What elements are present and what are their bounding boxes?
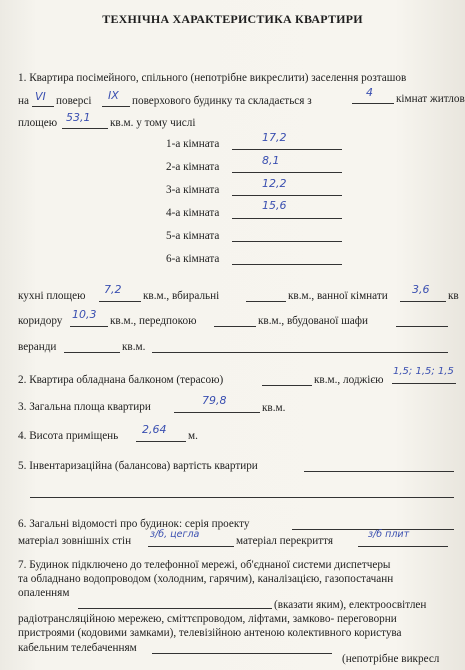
bath-unit: кв [448,290,459,302]
rooms-blank [352,103,394,104]
room-blank [232,218,342,219]
kitchen-unit: кв.м., вбиральні [143,290,220,302]
area-label: площею [18,117,58,129]
s3-unit: кв.м. [262,402,286,414]
s1-on: на [18,95,29,107]
s7-line6: пристроями (кодовими замками), телевізійною антеною колективного користува [18,627,402,639]
area-value: 53,1 [66,111,91,124]
room-label: 6-а кімната [166,253,220,265]
hall-blank [214,326,256,327]
loggia-value: 1,5; 1,5; 1,5 [393,366,454,377]
document-title: ТЕХНІЧНА ХАРАКТЕРИСТИКА КВАРТИРИ [102,12,363,26]
corridor-blank [70,326,108,327]
veranda-tail-line [152,352,448,353]
room-value: 15,6 [262,199,287,212]
walls-blank [148,546,234,547]
s3-text: 3. Загальна площа квартири [18,401,151,413]
s1-line1: 1. Квартира посімейного, спільного (непотрібне викреслити) заселення розташов [18,72,407,84]
room-value: 12,2 [262,177,287,190]
floor-value: VI [35,90,46,103]
area-unit: кв.м. у тому числі [110,117,196,129]
s7-line7: кабельним телебаченням [18,642,137,654]
loggia-blank [392,383,456,384]
kitchen-value: 7,2 [104,283,122,296]
corridor-value: 10,3 [72,308,97,321]
room-label: 4-а кімната [166,207,220,219]
total-area-blank [174,412,260,413]
room-blank [232,264,342,265]
area-blank [62,128,108,129]
s5-text: 5. Інвентаризаційна (балансова) вартість квартири [18,460,258,472]
height-value: 2,64 [142,423,167,436]
room-blank [232,241,342,242]
s4-text: 4. Висота приміщень [18,430,119,442]
storeys-blank [102,106,130,107]
storeys-value: IX [108,89,119,102]
room-blank [232,172,342,173]
veranda-label: веранди [18,341,57,353]
floors-blank [358,546,448,547]
s6-line2: матеріал зовнішніх стін [18,535,132,547]
hall-unit: кв.м., вбудованої шафи [258,315,368,327]
s7-line3: опаленням [18,587,70,599]
room-blank [232,195,342,196]
s2-unit: кв.м., лоджією [314,374,384,386]
toilet-unit: кв.м., ванної кімнати [288,290,388,302]
veranda-unit: кв.м. [122,341,146,353]
s2-text: 2. Квартира обладнана балконом (терасою) [18,374,224,386]
corridor-unit: кв.м., передпокою [110,315,197,327]
s6-line2b: матеріал перекриття [236,535,333,547]
s7-line5: радіотрансляційною мережею, сміттєпроводом, ліфтами, замково- переговорни [18,613,397,625]
value-blank [304,471,454,472]
wardrobe-blank [396,326,448,327]
kitchen-label: кухні площею [18,290,86,302]
s7-line2: та обладнано водопроводом (холодним, гарячим), каналізацією, газопостачанн [18,573,394,585]
bath-blank [400,301,446,302]
s7-line4: (вказати яким), електроосвітлен [274,599,427,611]
s1-storeys-text: поверхового будинку та складається з [132,95,312,107]
s7-line8: (непотрібне викресл [342,653,440,665]
room-value: 17,2 [262,131,287,144]
room-label: 2-а кімната [166,161,220,173]
toilet-blank [246,301,286,302]
total-area-value: 79,8 [202,394,227,407]
veranda-blank [64,352,120,353]
room-blank [232,149,342,150]
s1-floor-word: поверсі [56,95,92,107]
s1-rooms-text: кімнат житлов [396,93,465,105]
kitchen-blank [99,301,141,302]
heating-blank [78,608,272,609]
height-blank [136,441,186,442]
s4-unit: м. [188,430,198,442]
s6-line1: 6. Загальні відомості про будинок: серія проекту [18,518,250,530]
room-label: 5-а кімната [166,230,220,242]
balcony-blank [262,385,312,386]
room-value: 8,1 [262,154,280,167]
bath-value: 3,6 [412,283,430,296]
room-label: 3-а кімната [166,184,220,196]
cable-blank [152,653,332,654]
floors-value: з/б плит [368,529,410,540]
s7-line1: 7. Будинок підключено до телефонної мережі, об'єднаної системи диспетчеры [18,559,391,571]
floor-blank [32,106,54,107]
corridor-label: коридору [18,315,63,327]
rooms-value: 4 [366,86,373,99]
room-label: 1-а кімната [166,138,220,150]
walls-value: з/б, цегла [150,529,200,540]
value-blank-2 [30,497,454,498]
